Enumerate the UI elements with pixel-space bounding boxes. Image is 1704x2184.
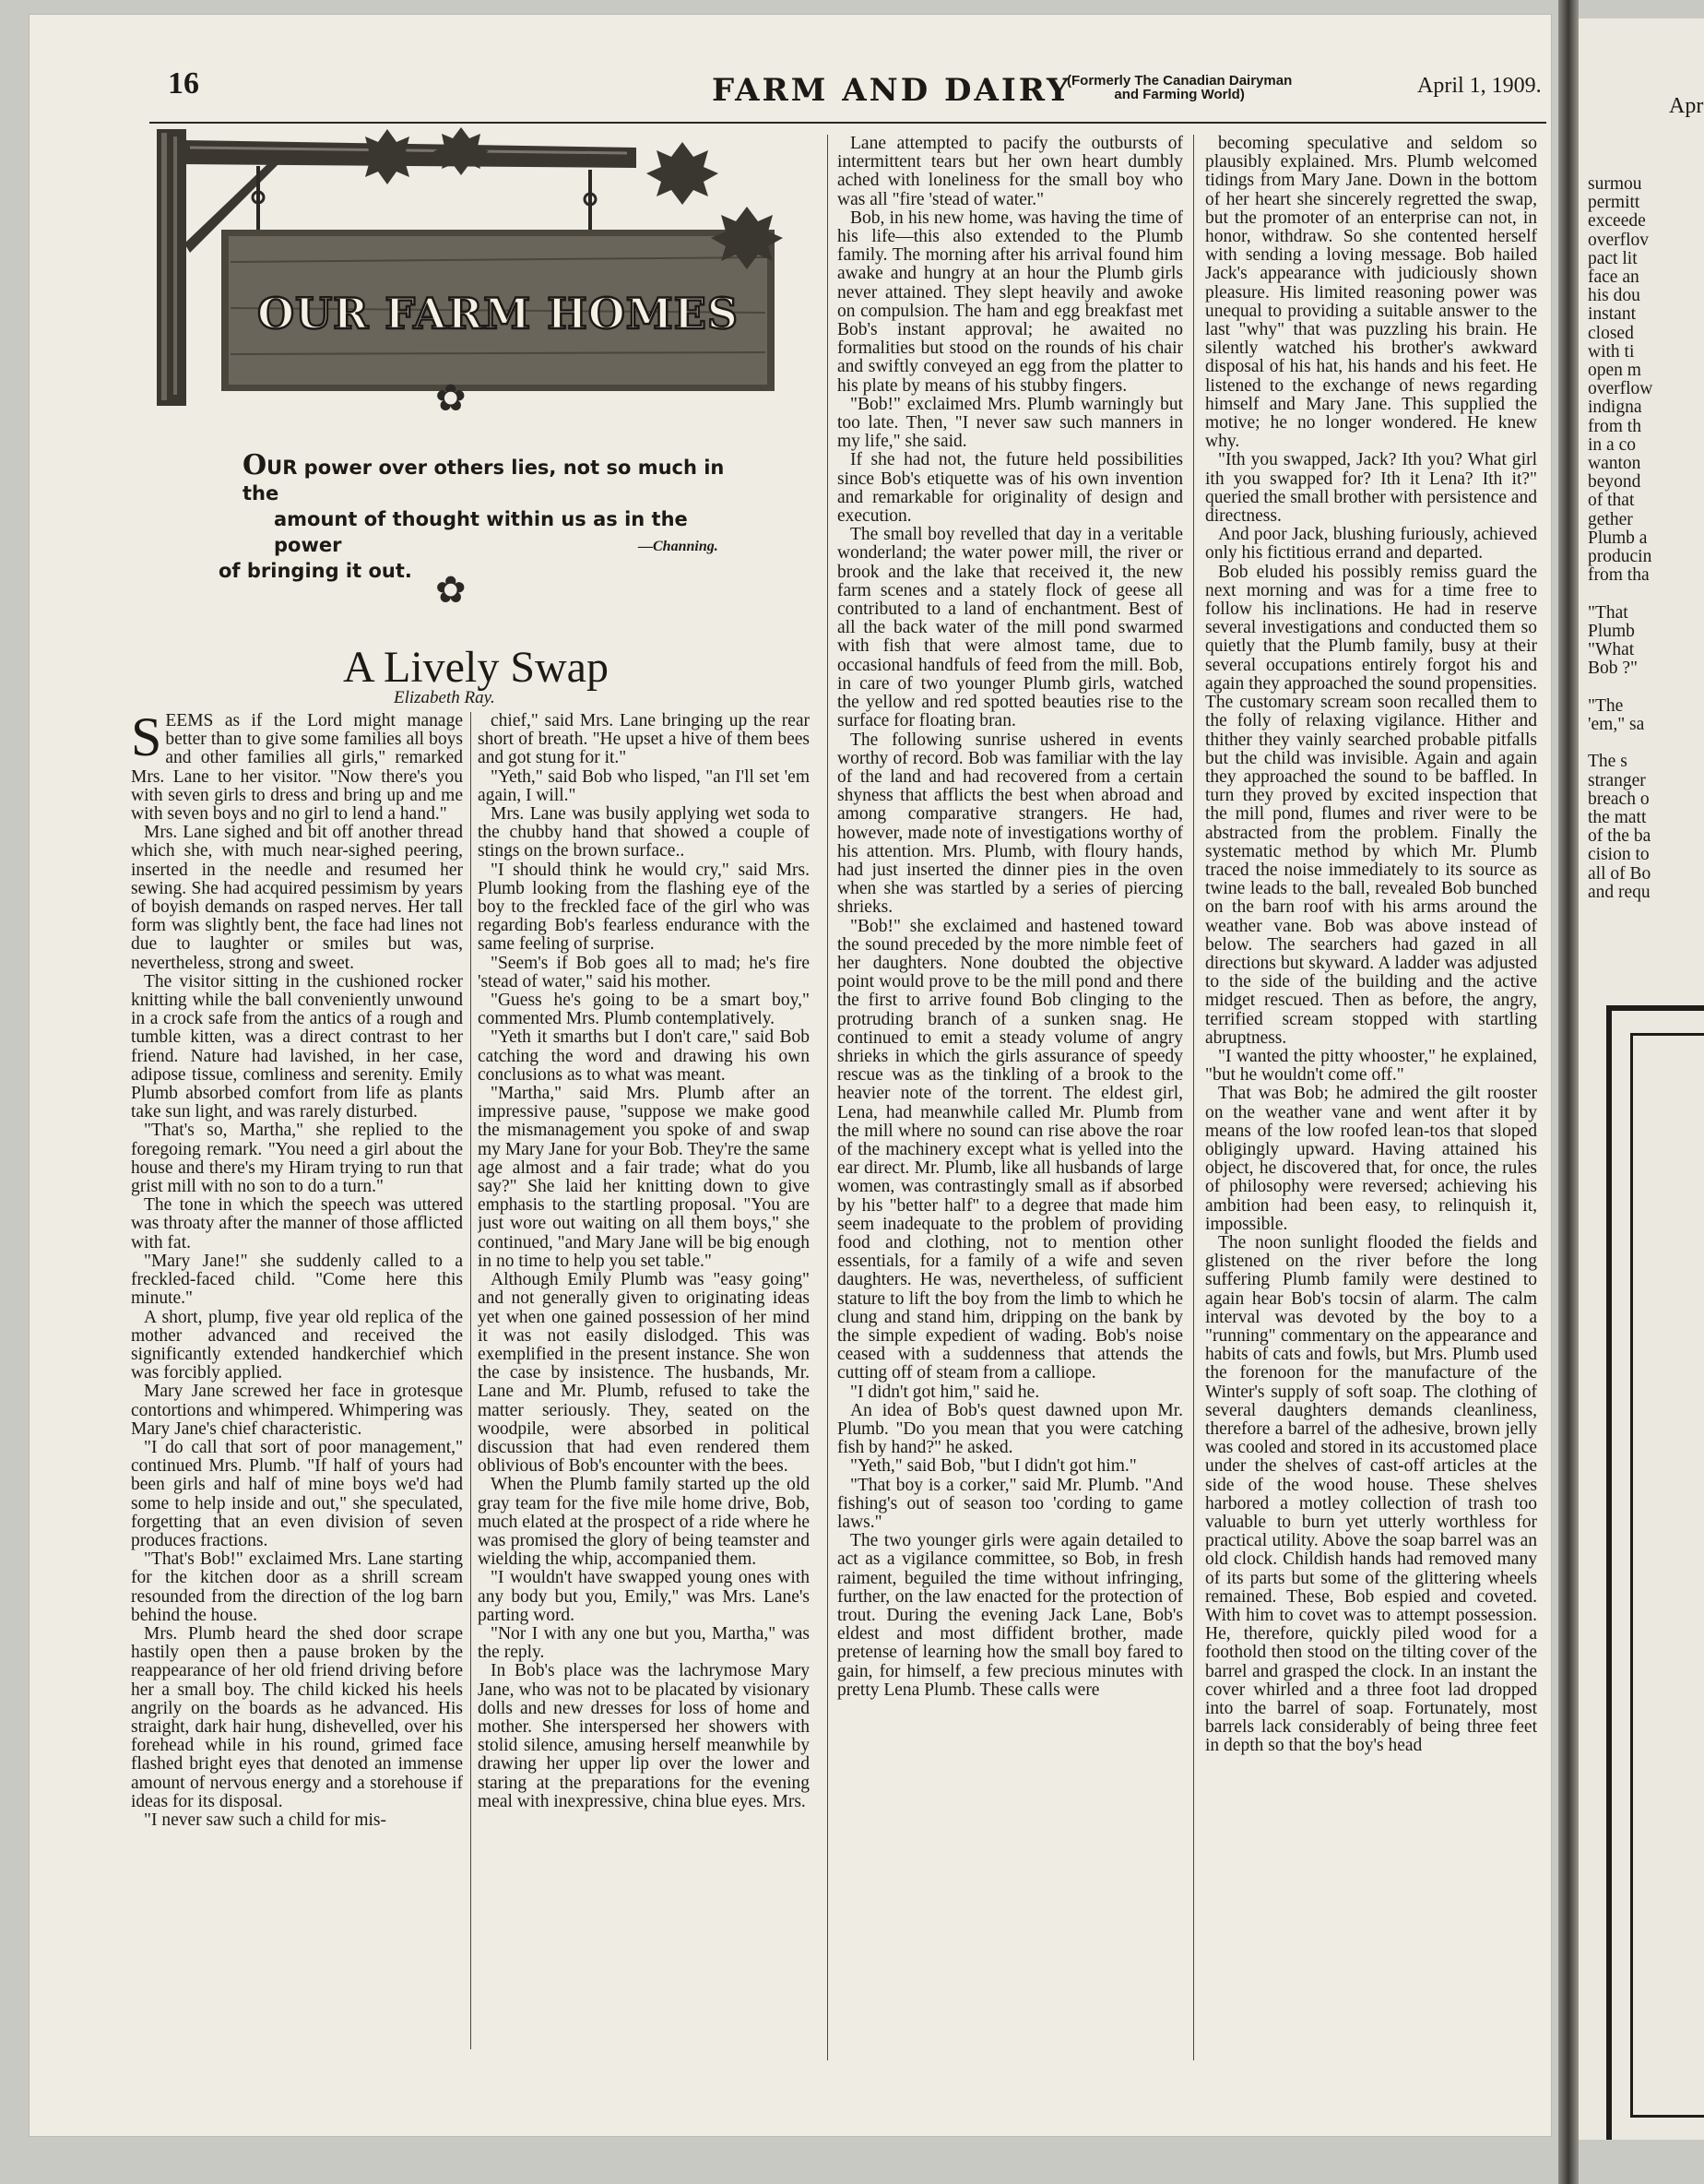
adjacent-page-line: wanton: [1588, 454, 1641, 474]
paragraph-text: The following sunrise ushered in events worthy of record. Bob was familiar with the lay of the land and had recovered from a certain shyness that afflicts the best when abroad and among comparative strangers. He had, however, made note of investigations worthy of his attention. Mrs. Plumb, with floury hands, had just inserted the dinner pies in the oven when she was startled by a series of piercing shrieks.: [837, 730, 1183, 918]
quote-line-1: [219, 449, 753, 506]
article-paragraph: [837, 209, 1183, 396]
issue-date: April 1, 1909.: [1417, 74, 1542, 98]
article-paragraph: [131, 1550, 463, 1625]
adjacent-page-line: the matt: [1588, 807, 1647, 827]
article-paragraph: [131, 1309, 463, 1383]
article-paragraph: [131, 1122, 463, 1196]
article-paragraph: [837, 451, 1183, 526]
article-paragraph: [478, 861, 810, 955]
adjacent-page-line: 'em," sa: [1588, 714, 1645, 734]
adjacent-page-line: overflov: [1588, 230, 1650, 250]
paragraph-text: Mrs. Plumb heard the shed door scrape hastily open then a pause broken by the reappearance of her old friend driving before her a small boy. The child kicked his heels angrily on the boards as he advanced. His straight, dark hair hung, dishevelled, over his forehead while in his round, grimed face flashed bright eyes that denoted an immense amount of nervous energy and a storehouse if ideas for its disposal.: [131, 1623, 463, 1811]
article-paragraph: [837, 1477, 1183, 1533]
article-paragraph: [131, 973, 463, 1122]
column-divider: [827, 135, 828, 2060]
quote-line-1-text: UR power over others lies, not so much in the: [243, 457, 725, 504]
paragraph-text: "I never saw such a child for mis-: [144, 1810, 387, 1830]
quote-line-3: of bringing it out.: [219, 560, 412, 582]
article-paragraph: [1205, 1048, 1537, 1085]
paragraph-text: In Bob's place was the lachrymose Mary Jane, who was not to be placated by visionary dolls and new dresses for loss of home and mother. She interspersed her showers with stolid silence, amusing herself meanwhile by drawing her upper lip over the lower and staring at the preparations for the evening meal with inexpressive, china blue eyes. Mrs.: [478, 1661, 810, 1811]
paragraph-text: "Mary Jane!" she suddenly called to a freckled-faced child. "Come here this minute.": [131, 1251, 463, 1309]
adjacent-page-line: The s: [1588, 752, 1627, 772]
quote-initial: O: [243, 449, 267, 481]
quote-line-2: amount of thought within us as in the power: [274, 508, 688, 556]
article-column-2: [478, 712, 810, 2049]
adjacent-page-edge: [1579, 18, 1704, 2140]
article-paragraph: [478, 991, 810, 1028]
adjacent-page-line: indigna: [1588, 398, 1642, 418]
article-column-1: [131, 712, 463, 2049]
paragraph-text: Although Emily Plumb was "easy going" and not generally given to originating ideas yet when one gained possession of her mind it was not easily dislodged. This was exemplified in the present instance. She won the case by insistence. The husbands, Mr. Lane and Mr. Plumb, refused to take the matter seriously. They, seated on the woodpile, were absorbed in political discussion that had even rendered them oblivious of Bob's encounter with the bees.: [478, 1270, 810, 1477]
adjacent-page-line: exceede: [1588, 211, 1646, 231]
paragraph-text: An idea of Bob's quest dawned upon Mr. Plumb. "Do you mean that you were catching fish by hand?" he asked.: [837, 1400, 1183, 1458]
adjacent-page-line: "What: [1588, 640, 1635, 660]
article-paragraph: [1205, 135, 1537, 451]
paragraph-text: "Bob!" she exclaimed and hastened toward the sound preceded by the more nimble feet of her daughters. None doubted the objective point would prove to be the mill pond and there the first to arrive found Bob clinging to the protruding branch of a sunken snag. He continued to emit a steady volume of angry shrieks in which the girls assurance of speedy rescue was as the tinkling of a brook to the heavier note of the torrent. The eldest girl, Lena, had meanwhile called Mr. Plumb from the mill where no sound can rise above the roar of the machinery except what is yelled into the ear direct. Mr. Plumb, like all husbands of large women, was contrastingly small as if absorbed by his "better half" to a degree that made him seem inadequate to the problem of providing food and clothing, not to mention other essentials, for a family of a wife and seven daughters. He was, nevertheless, of sufficient stature to lift the boy from the limb to which he clung and stand him, dripping on the bank by the simple expedient of wading. Bob's noise ceased with a suddenness that attends the cutting off of steam from a calliope.: [837, 916, 1183, 1383]
adjacent-page-line: gether: [1588, 509, 1633, 529]
article-paragraph: [478, 1085, 810, 1271]
paragraph-text: "Guess he's going to be a smart boy," commented Mrs. Plumb contemplatively.: [478, 991, 810, 1029]
adjacent-page-line: permitt: [1588, 193, 1640, 213]
article-paragraph: [131, 1196, 463, 1252]
column-divider: [1193, 135, 1194, 2060]
paragraph-text: Bob eluded his possibly remiss guard the next morning and was for a time free to follow his inclinations. He had in reserve several investigations and conducted them so quietly that the Plumb family, busy at their several occupations entirely forgot his and again they approached the sound propensities. The customary scream soon recalled them to the folly of relaxing vigilance. Hither and thither they vainly searched probable pitfalls but the child was invisible. Again and again they approached the sound to be baffled. In turn they proved by excited inspection that the mill pond, flumes and river were to be abstracted from the problem. Finally the systematic method by which Mr. Plumb traced the noise immediately to its source as twine leads to the ball, revealed Bob bunched on the barn roof with his arms around the weather vane. Bob was above instead of below. The searchers had gazed in all directions but skyward. A ladder was adjusted to the side of the building and the active midget rescued. Then as before, the angry, terrified scream stopped with startling abruptness.: [1205, 562, 1537, 1048]
article-paragraph: [131, 712, 463, 824]
book-spine: [1558, 0, 1579, 2184]
adjacent-page-line: from tha: [1588, 565, 1650, 586]
adjacent-page-line: "The: [1588, 695, 1624, 716]
paragraph-text: Mary Jane screwed her face in grotesque contortions and whimpered. Whimpering was Mary Jane's chief characteristic.: [131, 1382, 463, 1439]
paragraph-text: The tone in which the speech was uttered was throaty after the manner of those afflicted with fat.: [131, 1195, 463, 1252]
paragraph-text: Bob, in his new home, was having the time of his life—this also extended to the Plumb family. The morning after his arrival found him awake and hungry at an hour the Plumb girls never attained. They slept heavily and awoke on compulsion. The ham and egg breakfast met Bob's instant approval; he awaited no formalities but stood on the rounds of his chair and swiftly conveyed an egg from the platter to his plate by means of his stubby fingers.: [837, 208, 1183, 396]
paragraph-text: "Ith you swapped, Jack? Ith you? What girl ith you swapped for? Ith it Lena? Ith it?" queried the small brother with persistence and directness.: [1205, 450, 1537, 527]
adjacent-page-line: Plumb a: [1588, 528, 1648, 548]
adjacent-page-line: [1588, 734, 1704, 753]
maple-leaf-ornament-top: ✿: [435, 377, 467, 419]
column-divider: [470, 712, 471, 2049]
article-paragraph: [1205, 451, 1537, 526]
article-paragraph: [837, 396, 1183, 452]
adjacent-page-line: and requ: [1588, 882, 1651, 902]
article-column-4: [1205, 135, 1537, 2060]
article-paragraph: [478, 1569, 810, 1625]
paragraph-text: "I wanted the pitty whooster," he explained, "but he wouldn't come off.": [1205, 1046, 1537, 1086]
adjacent-page-line: beyond: [1588, 472, 1641, 493]
paragraph-text: EEMS as if the Lord might manage better than to give some families all boys and other families all girls," remarked Mrs. Lane to her visitor. "Now there's you with seven girls to dress and bring up and me with seven boys and no girl to lend a hand.": [131, 712, 463, 825]
formerly-line-1: (Formerly The Canadian Dairyman: [1067, 73, 1293, 89]
adjacent-page-line: his dou: [1588, 286, 1640, 306]
drop-cap: S: [131, 712, 162, 767]
adjacent-page-line: all of Bo: [1588, 863, 1651, 884]
article-paragraph: [478, 1625, 810, 1662]
adjacent-page-line: from th: [1588, 416, 1641, 436]
adjacent-page-line: [1588, 678, 1704, 696]
article-paragraph: [478, 955, 810, 991]
newspaper-page: [30, 15, 1551, 2136]
article-paragraph: [478, 712, 810, 768]
article-paragraph: [478, 768, 810, 805]
article-paragraph: [131, 1252, 463, 1309]
banner-title: OUR FARM HOMES: [257, 289, 739, 338]
adjacent-page-line: Bob ?": [1588, 659, 1638, 679]
article-paragraph: [131, 824, 463, 973]
paragraph-text: "Nor I with any one but you, Martha," was the reply.: [478, 1623, 810, 1663]
article-paragraph: [1205, 1234, 1537, 1756]
paragraph-text: "Yeth," said Bob who lisped, "an I'll set 'em again, I will.": [478, 766, 810, 805]
paragraph-text: And poor Jack, blushing furiously, achieved only his fictitious errand and departed.: [1205, 525, 1537, 564]
adjacent-page-line: Plumb: [1588, 621, 1635, 641]
paragraph-text: That was Bob; he admired the gilt rooster on the weather vane and went after it by means of the low roofed lean-tos that sloped obligingly upward. Having attained his object, he discovered that, for once, the rules of philosophy were reversed; achieving his ambition had been easy, to relinquish it, impossible.: [1205, 1084, 1537, 1234]
article-paragraph: [837, 526, 1183, 730]
adjacent-page-line: face an: [1588, 267, 1639, 288]
paragraph-text: The two younger girls were again detailed to act as a vigilance committee, so Bob, in fresh raiment, beguiled the time without infringing, further, on the law enacted for the protection of trout. During the evening Jack Lane, Bob's eldest and most diffident brother, made pretense of learning how the small boy fared to gain, for himself, a few precious minutes with pretty Lena Plumb. These calls were: [837, 1531, 1183, 1700]
paragraph-text: The noon sunlight flooded the fields and glistened on the river before the long suffering Plumb family were destined to again hear Bob's tocsin of alarm. The calm interval was devoted by the boy to a "running" commentary on the appearance and habits of cats and fowls, but Mrs. Plumb used the forenoon for the manufacture of the Winter's supply of soft soap. The clothing of several daughters demands cleanliness, therefore a barrel of the adhesive, brown jelly was cooled and stored in its accustomed place under the shelves of cast-off articles at the side of the wood house. These shelves harbored a motley collection of trash too valuable to burn yet utterly worthless for practical utility. Above the soap barrel was an old clock. Childish hands had removed many of its parts but some of the glittering wheels remained. These, Bob espied and coveted. With him to covet was to attempt possession. He, therefore, quickly piled wood for a foothold then stood on the tilting cover of the barrel and grasped the clock. In an instant the cover whirled and a three foot lad dropped into the barrel of soap. Fortunately, most barrels lack considerably of being three feet in depth so that the boy's head: [1205, 1232, 1537, 1756]
paragraph-text: When the Plumb family started up the old gray team for the five mile home drive, Bob, much elated at the prospect of a ride where he was promised the glory of being teamster and wielding the whip, accompanied them.: [478, 1475, 810, 1570]
epigraph-quote: [219, 449, 753, 584]
adjacent-page-line: cision to: [1588, 845, 1650, 865]
adjacent-page-line: instant: [1588, 304, 1636, 325]
paragraph-text: Mrs. Lane sighed and bit off another thread which she, with much near-sighed peering, inserted in the needle and resumed her sewing. She had acquired pessimism by years of boyish demands on rasped nerves. Her tall form was slightly bent, the face had lines not due to laughter or smiles but was, nevertheless, strong and sweet.: [131, 823, 463, 973]
adjacent-page-line: closed: [1588, 323, 1634, 343]
formerly-note: [1067, 74, 1292, 101]
article-paragraph: [478, 805, 810, 861]
quote-attribution: —Channing.: [638, 539, 718, 554]
adjacent-page-line: overflow: [1588, 379, 1653, 399]
adjacent-page-header: Apr: [1669, 94, 1704, 118]
adjacent-page-line: breach o: [1588, 789, 1650, 809]
paragraph-text: Lane attempted to pacify the outbursts of intermittent tears but her own heart dumbly ached with loneliness for the small boy who was all "fire 'stead of water.": [837, 135, 1183, 209]
article-paragraph: [837, 1457, 1183, 1476]
paragraph-text: chief," said Mrs. Lane bringing up the rear short of breath. "He upset a hive of them bees and got stung for it.": [478, 712, 810, 768]
article-paragraph: [1205, 526, 1537, 563]
article-paragraph: [837, 1402, 1183, 1458]
article-paragraph: [131, 1811, 463, 1830]
adjacent-page-line: "That: [1588, 602, 1628, 623]
adjacent-page-line: [1588, 585, 1704, 603]
paragraph-text: Mrs. Lane was busily applying wet soda to the chubby hand that showed a couple of stings on the brown surface..: [478, 804, 810, 861]
maple-leaf-ornament-bottom: ✿: [435, 569, 467, 611]
paragraph-text: "That boy is a corker," said Mr. Plumb. "And fishing's out of season too 'cording to game laws.": [837, 1475, 1183, 1533]
paragraph-text: "I should think he would cry," said Mrs. Plumb looking from the flashing eye of the boy to the freckled face of the girl who was regarding Bob's fearless endurance with the same feeling of surprise.: [478, 860, 810, 955]
paragraph-text: "I didn't got him," said he.: [850, 1382, 1040, 1402]
article-title: A Lively Swap: [343, 643, 609, 692]
article-paragraph: [837, 1532, 1183, 1700]
article-paragraph: [131, 1439, 463, 1550]
paragraph-text: The small boy revelled that day in a veritable wonderland; the water power mill, the river or brook and the lake that received it, the new farm scenes and a stately flock of geese all contributed to a land of enchantment. Best of all the back water of the mill pond swarmed with fish that were almost tame, due to occasional handfuls of feed from the mill. Bob, in care of two younger Plumb girls, watched the yellow and red spotted beauties rise to the surface for floating bran.: [837, 525, 1183, 731]
article-paragraph: [837, 135, 1183, 209]
farm-homes-banner: [157, 124, 821, 411]
page-header: [122, 61, 1546, 109]
article-paragraph: [1205, 564, 1537, 1048]
paragraph-text: becoming speculative and seldom so plausibly explained. Mrs. Plumb welcomed tidings from Mary Jane. Down in the bottom of her heart she sincerely regretted the swap, but the promoter of an enterprise can not, in honor, withdraw. So she contented herself with sending a loving message. Bob hailed Jack's appearance with judiciously shown pleasure. His limited reasoning power was unequal to providing a suitable answer to the last "why" that was puzzling his brain. He silently watched his brother's awkward disposal of his hat, his hands and his feet. He listened to the exchange of news regarding himself and Mary Jane. This supplied the motive; he no longer wondered. He knew why.: [1205, 135, 1537, 452]
adjacent-page-line: open m: [1588, 361, 1641, 381]
article-paragraph: [837, 1383, 1183, 1402]
adjacent-page-line: in a co: [1588, 434, 1636, 455]
article-paragraph: [478, 1662, 810, 1811]
page-number: 16: [168, 66, 199, 101]
adjacent-page-line: of the ba: [1588, 826, 1651, 847]
article-paragraph: [131, 1383, 463, 1439]
paragraph-text: The visitor sitting in the cushioned rocker knitting while the ball conveniently unwound in a crock safe from the antics of a rough and tumble kitten, was a direct contrast to her friend. Nature had lavished, in her case, adipose tissue, comliness and serenity. Emily Plumb absorbed comfort from life as plants take sun light, and was rarely disturbed.: [131, 971, 463, 1122]
paragraph-text: "I wouldn't have swapped young ones with any body but you, Emily," was Mrs. Lane's parting word.: [478, 1568, 810, 1625]
adjacent-page-line: stranger: [1588, 770, 1646, 790]
paragraph-text: "Martha," said Mrs. Plumb after an impressive pause, "suppose we make good the mismanagement you spoke of and swap my Mary Jane for your Bob. They're the same age almost and a fair trade; what do you say?" She laid her knitting down to give emphasis to the startling proposal. "You are just wore out waiting on all them boys," she continued, "and Mary Jane will be big enough in no time to help you set table.": [478, 1084, 810, 1271]
paragraph-text: "Yeth it smarths but I don't care," said Bob catching the word and drawing his own conclusions as to what was meant.: [478, 1027, 810, 1085]
masthead: FARM AND DAIRY: [712, 72, 1072, 109]
paragraph-text: "Bob!" exclaimed Mrs. Plumb warningly but too late. Then, "I never saw such manners in my life," she said.: [837, 394, 1183, 452]
article-paragraph: [478, 1271, 810, 1476]
article-paragraph: [131, 1625, 463, 1811]
adjacent-page-frame-inner: [1630, 1033, 1704, 2118]
formerly-line-2: and Farming World): [1114, 87, 1245, 102]
article-paragraph: [837, 731, 1183, 918]
adjacent-page-line: with ti: [1588, 341, 1635, 362]
paragraph-text: If she had not, the future held possibilities since Bob's etiquette was of his own invention and remarkable for originality of design and execution.: [837, 450, 1183, 527]
article-paragraph: [1205, 1085, 1537, 1234]
adjacent-page-line: surmou: [1588, 174, 1642, 194]
adjacent-page-line: pact lit: [1588, 248, 1638, 268]
article-paragraph: [478, 1476, 810, 1569]
adjacent-page-text: [1588, 175, 1704, 902]
paragraph-text: "Yeth," said Bob, "but I didn't got him.": [850, 1456, 1137, 1477]
paragraph-text: "That's Bob!" exclaimed Mrs. Lane starting for the kitchen door as a shrill scream resounded from the direction of the log barn behind the house.: [131, 1549, 463, 1625]
article-paragraph: [837, 918, 1183, 1383]
article-author: Elizabeth Ray.: [394, 688, 495, 707]
paragraph-text: "Seem's if Bob goes all to mad; he's fire 'stead of water," said his mother.: [478, 953, 810, 991]
article-paragraph: [478, 1028, 810, 1085]
adjacent-page-line: producin: [1588, 547, 1652, 567]
paragraph-text: A short, plump, five year old replica of the mother advanced and received the significantly extended handkerchief which was forcibly applied.: [131, 1307, 463, 1383]
adjacent-page-line: of that: [1588, 491, 1635, 511]
paragraph-text: "I do call that sort of poor management," continued Mrs. Plumb. "If half of yours had been girls and half of mine boys we'd had some to help inside and out," she speculated, forgetting that an even division of seven produces fractions.: [131, 1437, 463, 1550]
article-column-3: [837, 135, 1183, 2060]
paragraph-text: "That's so, Martha," she replied to the foregoing remark. "You need a girl about the house and there's my Hiram trying to run that grist mill with no son to do a turn.": [131, 1121, 463, 1197]
